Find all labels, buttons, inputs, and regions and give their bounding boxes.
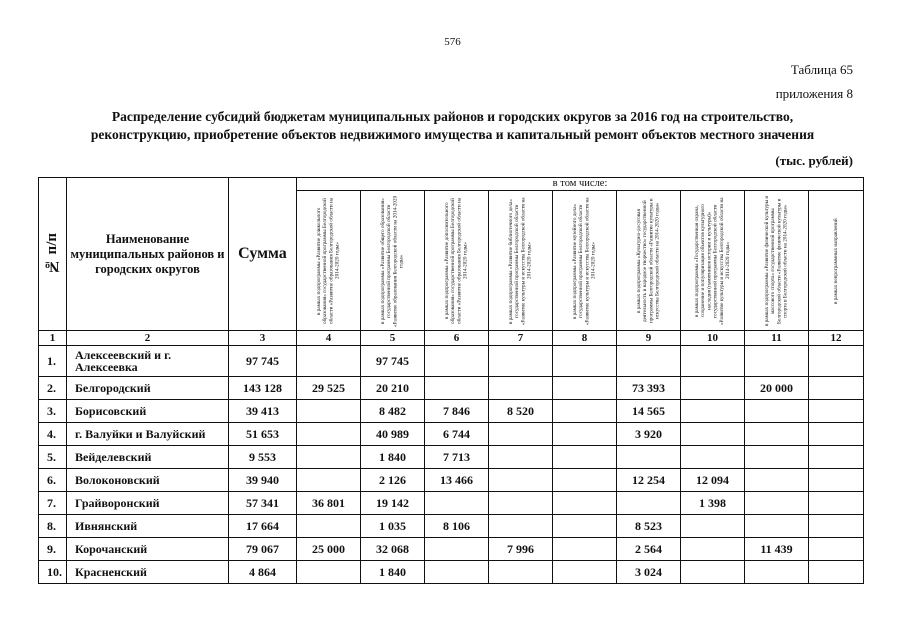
subheader-cell bbox=[489, 191, 553, 331]
subheader-cell bbox=[553, 191, 617, 331]
value-cell bbox=[809, 423, 864, 446]
value-cell bbox=[809, 492, 864, 515]
subheader-cell bbox=[617, 191, 681, 331]
value-cell bbox=[809, 346, 864, 377]
value-cell bbox=[553, 423, 617, 446]
value-cell: 25 000 bbox=[297, 538, 361, 561]
row-number-cell: 6. bbox=[39, 469, 67, 492]
table-row bbox=[39, 446, 864, 469]
value-cell bbox=[809, 515, 864, 538]
subheader-text: в рамках подпрограммы «Развитие дошкольного образования» государственной программы Белгородской области «Развитие образования Белгородской области на 2014-2020 годы» bbox=[316, 197, 341, 324]
value-cell: 4 864 bbox=[229, 561, 297, 584]
value-cell bbox=[553, 469, 617, 492]
value-cell: 39 940 bbox=[229, 469, 297, 492]
value-cell: 79 067 bbox=[229, 538, 297, 561]
value-cell bbox=[745, 446, 809, 469]
value-cell: 36 801 bbox=[297, 492, 361, 515]
row-number-cell: 10. bbox=[39, 561, 67, 584]
value-cell bbox=[745, 492, 809, 515]
value-cell bbox=[425, 492, 489, 515]
table-row bbox=[39, 561, 864, 584]
value-cell: 97 745 bbox=[361, 346, 425, 377]
district-name-cell: Белгородский bbox=[67, 377, 229, 400]
value-cell bbox=[681, 400, 745, 423]
value-cell: 13 466 bbox=[425, 469, 489, 492]
table-row bbox=[39, 400, 864, 423]
value-cell bbox=[681, 515, 745, 538]
value-cell: 73 393 bbox=[617, 377, 681, 400]
column-number: 3 bbox=[229, 331, 297, 346]
value-cell bbox=[489, 377, 553, 400]
value-cell bbox=[617, 446, 681, 469]
value-cell bbox=[681, 538, 745, 561]
column-number: 1 bbox=[39, 331, 67, 346]
row-number-cell: 8. bbox=[39, 515, 67, 538]
value-cell bbox=[489, 423, 553, 446]
value-cell bbox=[489, 515, 553, 538]
subheader-cell bbox=[809, 191, 864, 331]
value-cell bbox=[681, 446, 745, 469]
district-name-cell: Волоконовский bbox=[67, 469, 229, 492]
row-number-cell: 9. bbox=[39, 538, 67, 561]
subheader-text: в рамках подпрограммы «Государственная охрана, сохранение и популяризация объектов культурного наследия (памятников истории и культуры)» государственной программы Белгородской области «Развитие культуры и искусства Белгородской области на 2014-2020 годы» bbox=[693, 196, 731, 325]
table-row bbox=[39, 515, 864, 538]
value-cell bbox=[489, 346, 553, 377]
value-cell: 20 210 bbox=[361, 377, 425, 400]
row-number-cell: 7. bbox=[39, 492, 67, 515]
value-cell bbox=[489, 446, 553, 469]
value-cell bbox=[617, 346, 681, 377]
value-cell bbox=[809, 469, 864, 492]
value-cell: 7 996 bbox=[489, 538, 553, 561]
table-reference: Таблица 65 bbox=[790, 62, 853, 77]
value-cell bbox=[681, 377, 745, 400]
subheader-text: в рамках непрограммных направлений bbox=[832, 217, 839, 304]
value-cell bbox=[489, 561, 553, 584]
value-cell: 40 989 bbox=[361, 423, 425, 446]
row-number-cell: 2. bbox=[39, 377, 67, 400]
value-cell: 8 106 bbox=[425, 515, 489, 538]
value-cell bbox=[745, 561, 809, 584]
district-name-cell: Борисовский bbox=[67, 400, 229, 423]
header-sum: Сумма bbox=[229, 178, 297, 331]
table-row bbox=[39, 538, 864, 561]
value-cell bbox=[745, 469, 809, 492]
value-cell: 39 413 bbox=[229, 400, 297, 423]
district-name-cell: Корочанский bbox=[67, 538, 229, 561]
table-row bbox=[39, 346, 864, 377]
value-cell bbox=[553, 400, 617, 423]
column-number: 12 bbox=[809, 331, 864, 346]
value-cell: 2 564 bbox=[617, 538, 681, 561]
value-cell: 2 126 bbox=[361, 469, 425, 492]
value-cell bbox=[425, 538, 489, 561]
title-line-1: Распределение субсидий бюджетам муниципальных районов и городских округов за 2016 год на строительство, bbox=[111, 109, 794, 124]
subheader-cell bbox=[745, 191, 809, 331]
value-cell bbox=[809, 446, 864, 469]
value-cell bbox=[809, 400, 864, 423]
column-number: 10 bbox=[681, 331, 745, 346]
district-name-cell: г. Валуйки и Валуйский bbox=[67, 423, 229, 446]
value-cell bbox=[745, 515, 809, 538]
row-number-cell: 5. bbox=[39, 446, 67, 469]
district-name-cell: Вейделевский bbox=[67, 446, 229, 469]
column-number: 9 bbox=[617, 331, 681, 346]
value-cell: 19 142 bbox=[361, 492, 425, 515]
table-row bbox=[39, 377, 864, 400]
value-cell: 20 000 bbox=[745, 377, 809, 400]
subheader-text: в рамках подпрограммы «Развитие библиотечного дела» государственной программы Белгородской области «Развитие культуры и искусства Белгородской области на 2014-2020 годы» bbox=[508, 196, 533, 325]
value-cell bbox=[297, 561, 361, 584]
district-name-cell: Красненский bbox=[67, 561, 229, 584]
subheader-text: в рамках подпрограммы «Развитие физической культуры и массового спорта» государственной программы Белгородской области «Развитие физической культуры и спорта в Белгородской области на 2014-2020 годы» bbox=[764, 195, 789, 326]
subheader-cell bbox=[297, 191, 361, 331]
subheader-text: в рамках подпрограммы «Культурно-досуговая деятельность и народное творчество» государственной программы Белгородской области «Развитие культуры и искусства Белгородской области на 2014-2020 годы» bbox=[636, 198, 661, 323]
column-number: 2 bbox=[67, 331, 229, 346]
column-number: 7 bbox=[489, 331, 553, 346]
header-name: Наименование муниципальных районов и городских округов bbox=[67, 178, 229, 331]
value-cell bbox=[297, 515, 361, 538]
title-line-2: реконструкцию, приобретение объектов недвижимого имущества и капитальный ремонт объектов местного значения bbox=[90, 127, 815, 142]
subheader-text: в рамках подпрограммы «Развитие музейного дела» государственной программы Белгородской области «Развитие культуры и искусства Белгородской области на 2014-2020 годы» bbox=[572, 196, 597, 325]
header-number-text: № п/п bbox=[44, 233, 60, 275]
row-number-cell: 1. bbox=[39, 346, 67, 377]
column-number: 11 bbox=[745, 331, 809, 346]
value-cell bbox=[681, 423, 745, 446]
header-including: в том числе: bbox=[297, 178, 864, 191]
value-cell: 32 068 bbox=[361, 538, 425, 561]
value-cell: 8 520 bbox=[489, 400, 553, 423]
value-cell bbox=[553, 538, 617, 561]
value-cell: 6 744 bbox=[425, 423, 489, 446]
value-cell: 57 341 bbox=[229, 492, 297, 515]
value-cell bbox=[425, 377, 489, 400]
subheader-cell bbox=[425, 191, 489, 331]
value-cell bbox=[745, 423, 809, 446]
column-number: 6 bbox=[425, 331, 489, 346]
table-row bbox=[39, 492, 864, 515]
value-cell: 14 565 bbox=[617, 400, 681, 423]
value-cell: 7 713 bbox=[425, 446, 489, 469]
column-number-row bbox=[39, 331, 864, 346]
value-cell: 11 439 bbox=[745, 538, 809, 561]
row-number-cell: 4. bbox=[39, 423, 67, 446]
value-cell bbox=[553, 377, 617, 400]
column-number: 5 bbox=[361, 331, 425, 346]
value-cell bbox=[489, 492, 553, 515]
column-number: 8 bbox=[553, 331, 617, 346]
value-cell bbox=[809, 561, 864, 584]
value-cell: 12 094 bbox=[681, 469, 745, 492]
table-row bbox=[39, 469, 864, 492]
value-cell bbox=[553, 515, 617, 538]
value-cell: 8 523 bbox=[617, 515, 681, 538]
value-cell: 143 128 bbox=[229, 377, 297, 400]
row-number-cell: 3. bbox=[39, 400, 67, 423]
district-name-cell: Грайворонский bbox=[67, 492, 229, 515]
subheader-text: в рамках подпрограммы «Развитие общего образования» государственной программы Белгородской области «Развитие образования Белгородской области на 2014-2020 годы» bbox=[380, 194, 405, 327]
value-cell bbox=[425, 346, 489, 377]
value-cell bbox=[297, 423, 361, 446]
value-cell bbox=[297, 346, 361, 377]
value-cell: 12 254 bbox=[617, 469, 681, 492]
value-cell: 7 846 bbox=[425, 400, 489, 423]
subheader-cell bbox=[361, 191, 425, 331]
value-cell: 29 525 bbox=[297, 377, 361, 400]
value-cell: 8 482 bbox=[361, 400, 425, 423]
value-cell: 17 664 bbox=[229, 515, 297, 538]
value-cell bbox=[553, 492, 617, 515]
value-cell: 97 745 bbox=[229, 346, 297, 377]
subsidy-table bbox=[38, 177, 864, 584]
value-cell bbox=[809, 538, 864, 561]
value-cell bbox=[297, 469, 361, 492]
value-cell bbox=[745, 346, 809, 377]
units-label: (тыс. рублей) bbox=[775, 153, 853, 168]
table-row bbox=[39, 423, 864, 446]
value-cell bbox=[745, 400, 809, 423]
value-cell: 1 035 bbox=[361, 515, 425, 538]
value-cell bbox=[425, 561, 489, 584]
value-cell bbox=[489, 469, 553, 492]
district-name-cell: Алексеевский и г. Алексеевка bbox=[67, 346, 229, 377]
subheader-text: в рамках подпрограммы «Развитие дополнительного образования» государственной программы Белгородской области «Развитие образования Белгородской области на 2014-2020 годы» bbox=[444, 197, 469, 324]
subheader-cell bbox=[681, 191, 745, 331]
page-number: 576 bbox=[444, 36, 461, 48]
column-number: 4 bbox=[297, 331, 361, 346]
value-cell bbox=[681, 561, 745, 584]
value-cell bbox=[553, 561, 617, 584]
value-cell bbox=[681, 346, 745, 377]
value-cell: 3 024 bbox=[617, 561, 681, 584]
value-cell bbox=[617, 492, 681, 515]
district-name-cell: Ивнянский bbox=[67, 515, 229, 538]
value-cell bbox=[297, 446, 361, 469]
value-cell bbox=[297, 400, 361, 423]
value-cell: 3 920 bbox=[617, 423, 681, 446]
value-cell bbox=[553, 346, 617, 377]
header-number bbox=[39, 178, 67, 331]
value-cell: 51 653 bbox=[229, 423, 297, 446]
value-cell: 1 398 bbox=[681, 492, 745, 515]
table-body bbox=[39, 346, 864, 584]
value-cell bbox=[809, 377, 864, 400]
appendix-reference: приложения 8 bbox=[775, 86, 853, 101]
value-cell bbox=[553, 446, 617, 469]
document-title bbox=[40, 108, 865, 144]
value-cell: 1 840 bbox=[361, 446, 425, 469]
value-cell: 9 553 bbox=[229, 446, 297, 469]
value-cell: 1 840 bbox=[361, 561, 425, 584]
